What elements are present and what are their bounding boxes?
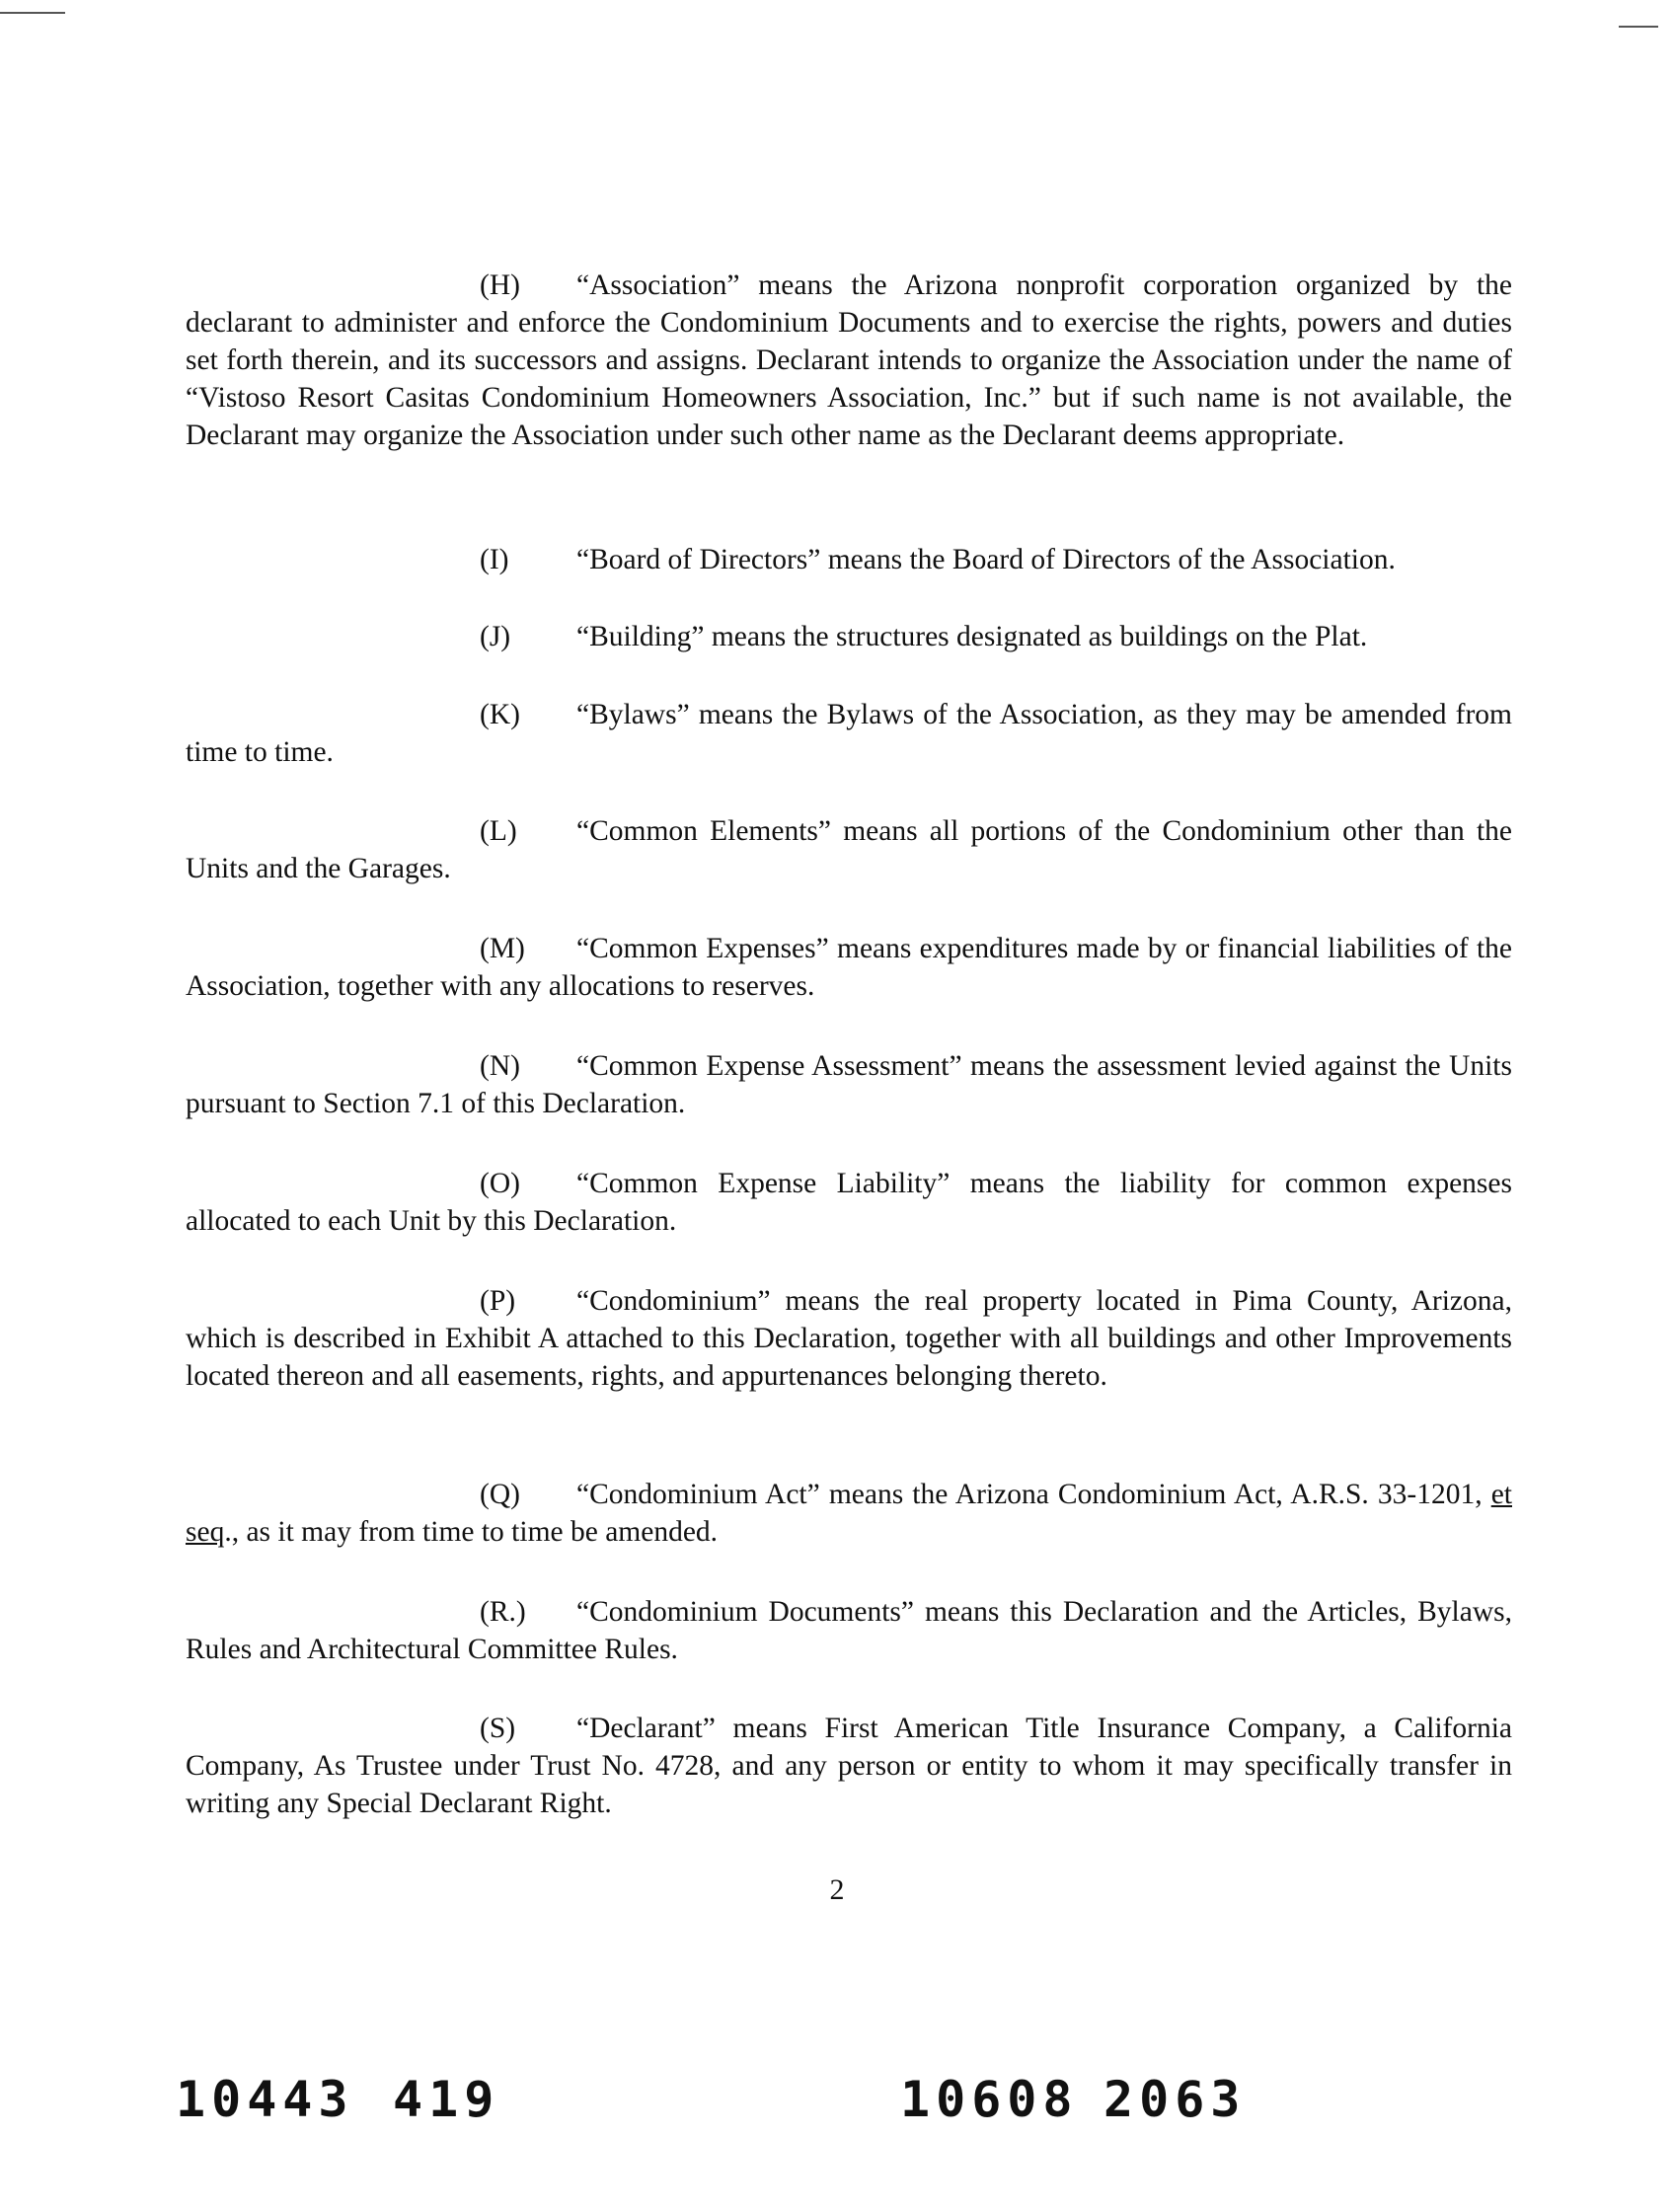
stamp-right-page: 2063 — [1103, 2071, 1247, 2128]
definition-m: (M) “Common Expenses” means expenditures made by or financial liabilities of the Association, together with any allocations to reserves. — [186, 932, 1512, 1002]
definition-n: (N) “Common Expense Assessment” means the assessment levied against the Units pursuant to Section 7.1 of this Declaration. — [186, 1049, 1512, 1119]
definition-s: (S) “Declarant” means First American Title Insurance Company, a California Company, As Trustee under Trust No. 4728, and any person or entity to whom it may specifically transfer in writing any Special Declarant Right. — [186, 1712, 1512, 1819]
scan-artifact-left — [0, 12, 65, 14]
definition-h: (H) “Association” means the Arizona nonprofit corporation organized by the declarant to administer and enforce the Condominium Documents and to exercise the rights, powers and duties set forth therein, and its successors and assigns. Declarant intends to organize the Association under the name of “Vistoso Resort Casitas Condominium Homeowners Association, Inc.” but if such name is not available, the Declarant may organize the Association under such other name as the Declarant deems appropriate. — [186, 268, 1512, 451]
definition-i: (I) “Board of Directors” means the Board of Directors of the Association. — [480, 543, 1396, 575]
definition-q: (Q) “Condominium Act” means the Arizona Condominium Act, A.R.S. 33-1201, et seq., as it may from time to time be amended. — [186, 1478, 1512, 1548]
stamp-left-book: 10443 — [176, 2071, 354, 2128]
stamp-right-book: 10608 — [900, 2071, 1079, 2128]
definition-r: (R.) “Condominium Documents” means this Declaration and the Articles, Bylaws, Rules and Architectural Committee Rules. — [186, 1595, 1512, 1665]
et-seq-underlined: et seq — [186, 1478, 1512, 1548]
definition-k: (K) “Bylaws” means the Bylaws of the Association, as they may be amended from time to time. — [186, 698, 1512, 768]
definition-o: (O) “Common Expense Liability” means the liability for common expenses allocated to each Unit by this Declaration. — [186, 1167, 1512, 1237]
definition-p: (P) “Condominium” means the real property located in Pima County, Arizona, which is described in Exhibit A attached to this Declaration, together with all buildings and other Improvements located thereon and all easements, rights, and appurtenances belonging thereto. — [186, 1284, 1512, 1392]
page-number: 2 — [829, 1873, 845, 1906]
definition-l: (L) “Common Elements” means all portions of the Condominium other than the Units and the Garages. — [186, 814, 1512, 884]
definition-j: (J) “Building” means the structures designated as buildings on the Plat. — [480, 620, 1368, 652]
stamp-left-page: 419 — [393, 2071, 500, 2128]
scan-artifact-right — [1619, 26, 1658, 28]
